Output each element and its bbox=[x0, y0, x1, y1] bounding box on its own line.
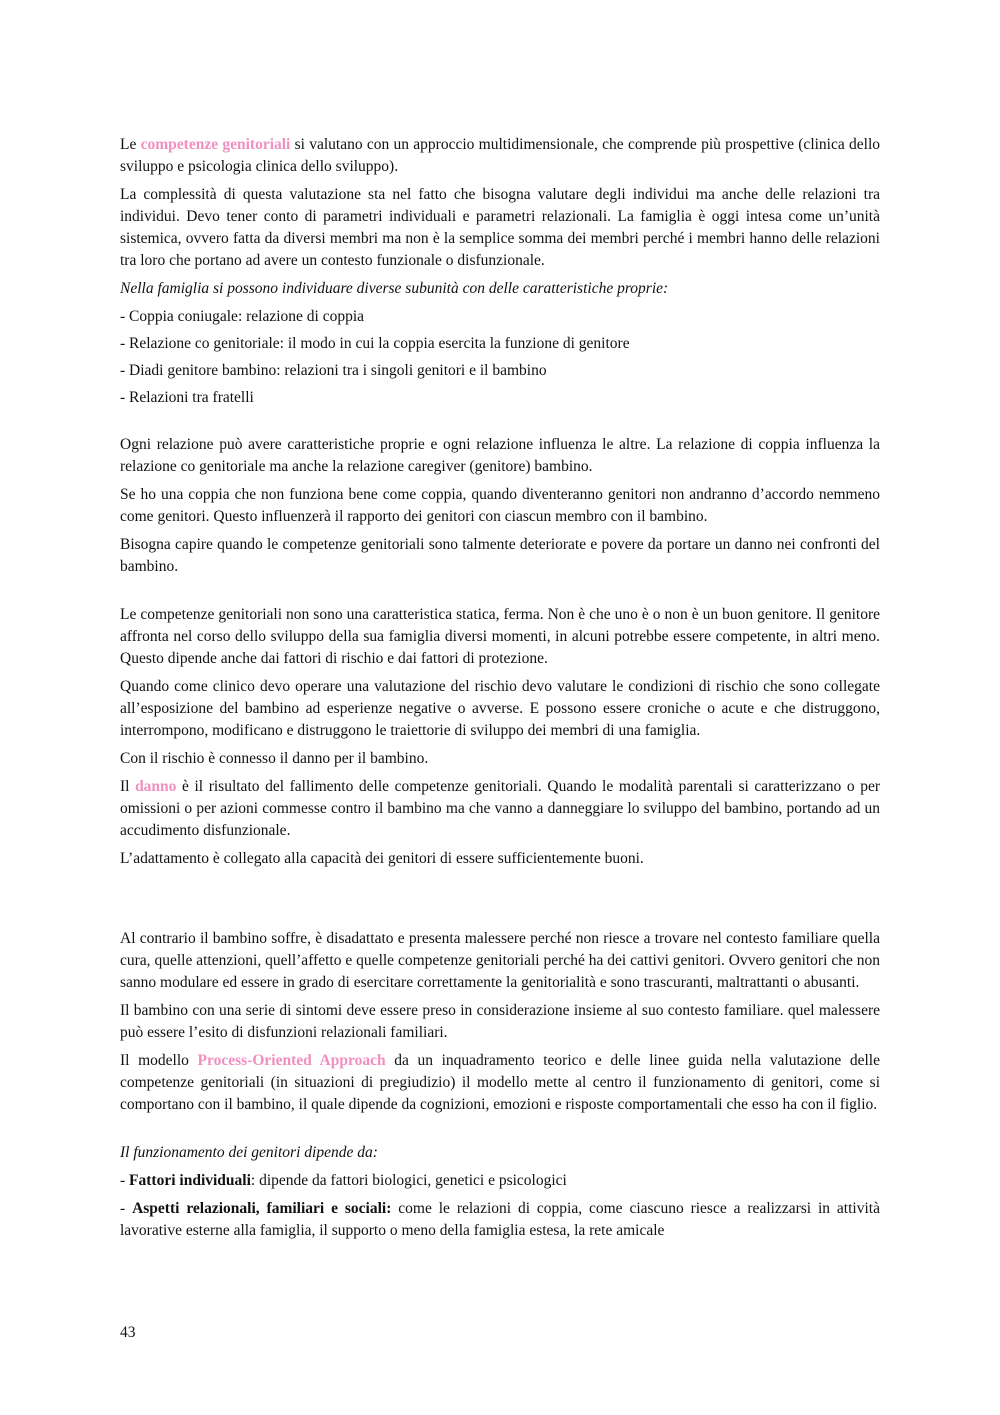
text-run: - bbox=[120, 1200, 133, 1217]
paragraph-competenze bbox=[120, 134, 880, 178]
highlight-competenze-genitoriali: competenze genitoriali bbox=[140, 136, 291, 153]
document-body bbox=[120, 134, 880, 1248]
paragraph-coppia: Se ho una coppia che non funziona bene come coppia, quando diventeranno genitori non andranno d’accordo nemmeno come genitori. Questo influenzerà il rapporto dei genitori con ciascun membro con il bambino. bbox=[120, 486, 880, 525]
list-item: - Coppia coniugale: relazione di coppia bbox=[120, 308, 365, 325]
highlight-process-oriented-approach: Process-Oriented Approach bbox=[197, 1052, 386, 1069]
text-run: - bbox=[120, 1172, 130, 1189]
paragraph-process-oriented bbox=[120, 1050, 880, 1116]
text-run: Il bbox=[120, 778, 136, 795]
subunits-list bbox=[120, 306, 880, 409]
list-item: - Diadi genitore bambino: relazioni tra i singoli genitori e il bambino bbox=[120, 362, 547, 379]
paragraph-contrario: Al contrario il bambino soffre, è disadattato e presenta malessere perché non riesce a trovare nel contesto familiare quella cura, quelle attenzioni, quell’affetto e quelle competenze genitoriali perché ha dei cattivi genitori. Ovvero genitori che non sanno modulare ed essere in grado di esercitare correttamente la genitorialità e sono trascuranti, maltrattanti o abusanti. bbox=[120, 930, 880, 991]
paragraph-fattori-individuali bbox=[120, 1170, 880, 1192]
paragraph-aspetti-relazionali bbox=[120, 1198, 880, 1242]
spacer bbox=[120, 584, 880, 604]
paragraph-deteriorate: Bisogna capire quando le competenze genitoriali sono talmente deteriorate e povere da portare un danno nei confronti del bambino. bbox=[120, 536, 880, 575]
list-item: - Relazione co genitoriale: il modo in cui la coppia esercita la funzione di genitore bbox=[120, 335, 630, 352]
text-run: : dipende da fattori biologici, genetici e psicologici bbox=[250, 1172, 567, 1189]
page-number: 43 bbox=[120, 1324, 136, 1341]
paragraph-subunita-intro: Nella famiglia si possono individuare diverse subunità con delle caratteristiche proprie: bbox=[120, 280, 669, 297]
spacer bbox=[120, 1122, 880, 1142]
highlight-danno: danno bbox=[135, 778, 177, 795]
text-run: da un inquadramento teorico e delle linee guida nella valutazione delle competenze genitoriali (in situazioni di pregiudizio) il modello mette al centro il funzionamento di genitori, come si comportano con il bambino, il quale dipende da cognizioni, emozioni e risposte comportamentali che esso ha con il figlio. bbox=[120, 1052, 880, 1113]
text-run: Le bbox=[120, 136, 141, 153]
paragraph-rischio: Quando come clinico devo operare una valutazione del rischio devo valutare le condizioni di rischio che sono collegate all’esposizione del bambino ad esperienze negative o avverse. E possono essere croniche o acute e che distruggono, interrompono, modificano e distruggono le traiettorie di sviluppo dei membri di una famiglia. bbox=[120, 678, 880, 739]
text-run: come le relazioni di coppia, come ciascuno riesce a realizzarsi in attività lavorative esterne alla famiglia, il supporto o meno della famiglia estesa, la rete amicale bbox=[120, 1200, 880, 1239]
list-item: - Relazioni tra fratelli bbox=[120, 389, 254, 406]
paragraph-relazioni: Ogni relazione può avere caratteristiche proprie e ogni relazione influenza le altre. La relazione di coppia influenza la relazione co genitoriale ma anche la relazione caregiver (genitore) bambino. bbox=[120, 436, 880, 475]
paragraph-adattamento: L’adattamento è collegato alla capacità dei genitori di essere sufficientemente buoni. bbox=[120, 850, 644, 867]
bold-aspetti-relazionali: Aspetti relazionali, familiari e sociali: bbox=[132, 1200, 392, 1217]
paragraph-danno bbox=[120, 776, 880, 842]
paragraph-complessita: La complessità di questa valutazione sta nel fatto che bisogna valutare degli individui ma anche delle relazioni tra individui. Devo tener conto di parametri individuali e parametri relazionali. La famiglia è oggi intesa come un’unità sistemica, ovvero fatta da diversi membri ma non è la semplice somma dei membri perché i membri hanno delle relazioni tra loro che portano ad avere un contesto funzionale o disfunzionale. bbox=[120, 186, 880, 269]
spacer bbox=[120, 414, 880, 434]
paragraph-funzionamento-intro: Il funzionamento dei genitori dipende da: bbox=[120, 1144, 378, 1161]
text-run: si valutano con un approccio multidimensionale, che comprende più prospettive (clinica dello sviluppo e psicologia clinica dello sviluppo). bbox=[120, 136, 881, 175]
text-run: Il modello bbox=[120, 1052, 198, 1069]
paragraph-sintomi: Il bambino con una serie di sintomi deve essere preso in considerazione insieme al suo contesto familiare. quel malessere può essere l’esito di disfunzioni relazionali familiari. bbox=[120, 1002, 880, 1041]
bold-fattori-individuali: Fattori individuali bbox=[129, 1172, 251, 1189]
paragraph-danno-connesso: Con il rischio è connesso il danno per il bambino. bbox=[120, 750, 429, 767]
spacer bbox=[120, 876, 880, 928]
text-run: è il risultato del fallimento delle competenze genitoriali. Quando le modalità parentali si caratterizzano o per omissioni o per azioni commesse contro il bambino ma che vanno a danneggiare lo sviluppo del bambino, portando ad un accudimento disfunzionale. bbox=[120, 778, 880, 839]
paragraph-statica: Le competenze genitoriali non sono una caratteristica statica, ferma. Non è che uno è o non è un buon genitore. Il genitore affronta nel corso dello sviluppo della sua famiglia diversi momenti, in alcuni potrebbe essere competente, in altri meno. Questo dipende anche dai fattori di rischio e dai fattori di protezione. bbox=[120, 606, 880, 667]
